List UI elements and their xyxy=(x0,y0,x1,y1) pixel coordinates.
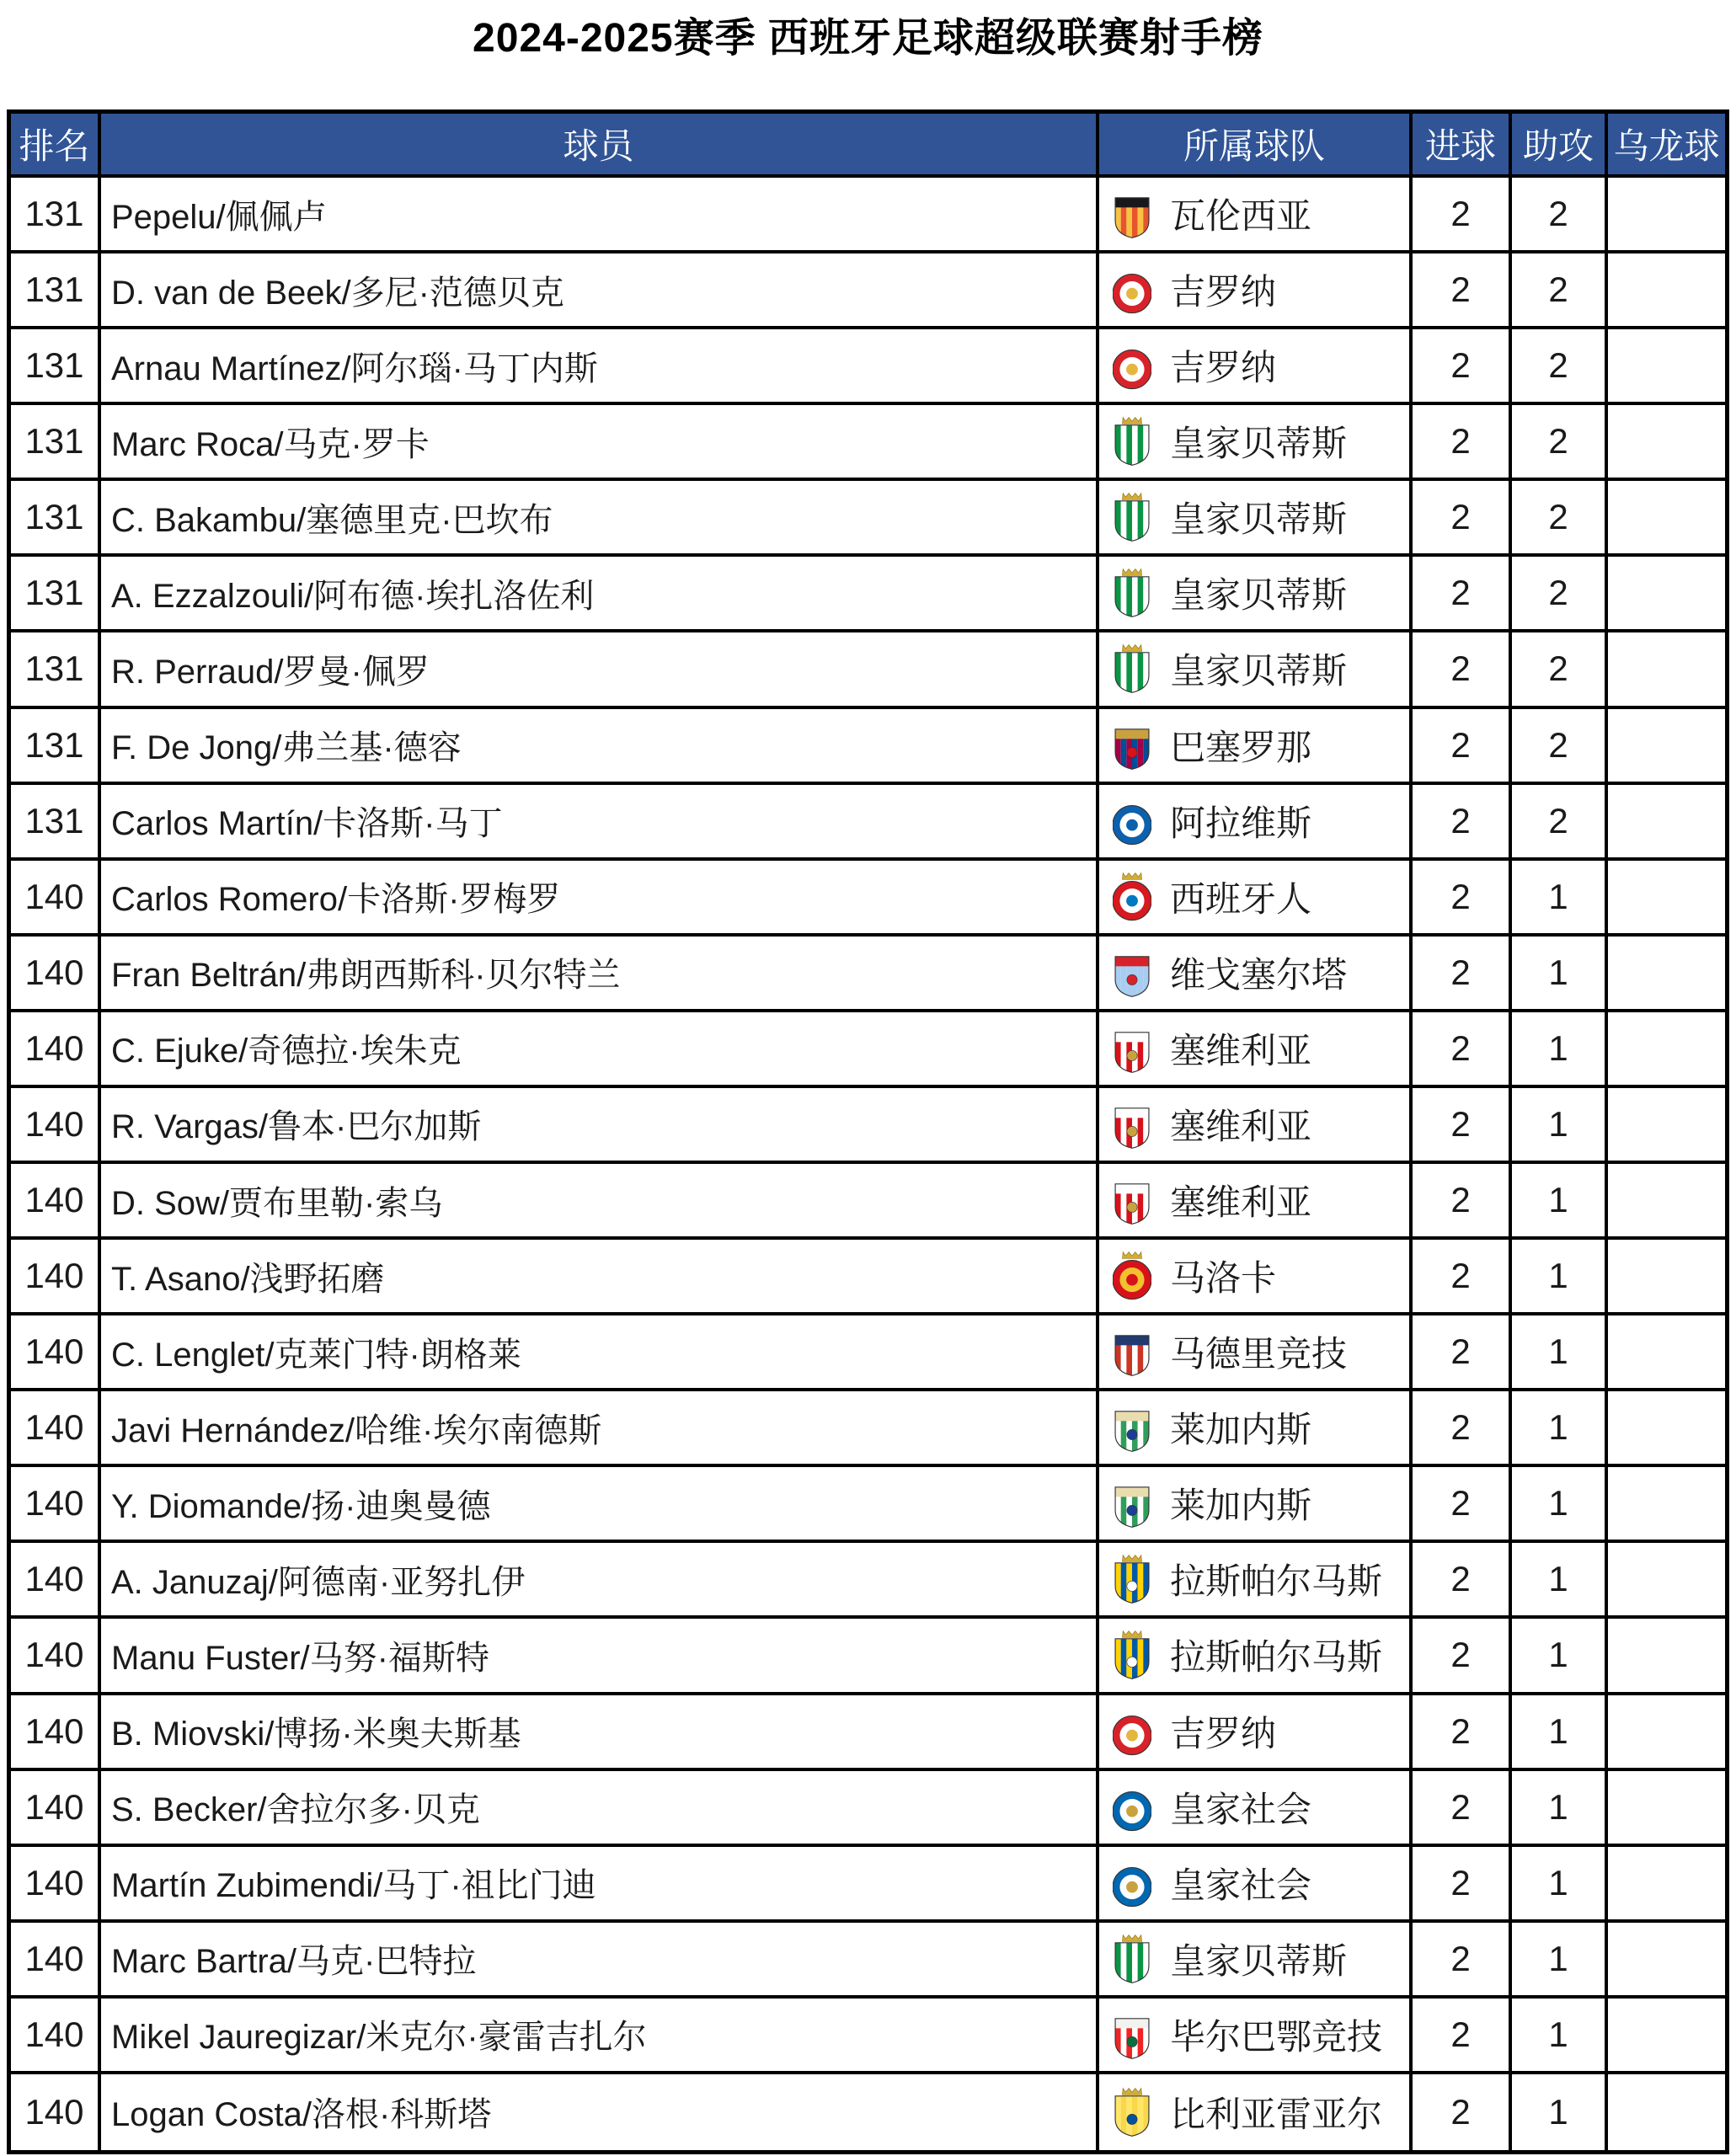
assists-value: 2 xyxy=(1512,785,1608,861)
rank-value: 131 xyxy=(11,253,101,329)
own-goals-value xyxy=(1608,1391,1725,1467)
own-goals-value xyxy=(1608,709,1725,785)
header-assists: 助攻 xyxy=(1512,114,1608,178)
espanyol-badge-icon xyxy=(1113,872,1151,922)
goals-value: 2 xyxy=(1413,2074,1512,2150)
goals-value: 2 xyxy=(1413,329,1512,405)
assists-value: 1 xyxy=(1512,1012,1608,1088)
assists-value: 1 xyxy=(1512,1315,1608,1391)
team-cell xyxy=(1099,1467,1413,1543)
rank-value: 131 xyxy=(11,557,101,632)
team-cell xyxy=(1099,1999,1413,2074)
rank-value: 140 xyxy=(11,2074,101,2150)
page-title: 2024-2025赛季 西班牙足球超级联赛射手榜 xyxy=(473,16,1263,61)
player-name: F. De Jong/弗兰基·德容 xyxy=(101,709,1099,785)
player-name: Pepelu/佩佩卢 xyxy=(101,178,1099,253)
sevilla-badge-icon xyxy=(1113,1023,1151,1074)
goals-value: 2 xyxy=(1413,1847,1512,1923)
player-name: R. Vargas/鲁本·巴尔加斯 xyxy=(101,1088,1099,1164)
sevilla-badge-icon xyxy=(1113,1175,1151,1225)
rank-value: 140 xyxy=(11,1164,101,1240)
player-name: Marc Bartra/马克·巴特拉 xyxy=(101,1923,1099,1999)
goals-value: 2 xyxy=(1413,1088,1512,1164)
rank-value: 131 xyxy=(11,481,101,557)
team-cell xyxy=(1099,785,1413,861)
header-rank: 排名 xyxy=(11,114,101,178)
betis-badge-icon xyxy=(1113,492,1151,542)
goals-value: 2 xyxy=(1413,405,1512,481)
own-goals-value xyxy=(1608,329,1725,405)
team-name: 吉罗纳 xyxy=(1170,348,1277,388)
assists-value: 2 xyxy=(1512,329,1608,405)
rank-value: 140 xyxy=(11,1771,101,1847)
assists-value: 1 xyxy=(1512,1619,1608,1694)
scorer-table xyxy=(7,109,1729,2154)
rank-value: 131 xyxy=(11,329,101,405)
own-goals-value xyxy=(1608,1923,1725,1999)
laspalmas-badge-icon xyxy=(1113,1630,1151,1680)
team-cell xyxy=(1099,1543,1413,1619)
rank-value: 140 xyxy=(11,1619,101,1694)
team-name: 皇家贝蒂斯 xyxy=(1170,424,1348,464)
team-cell xyxy=(1099,405,1413,481)
own-goals-value xyxy=(1608,1012,1725,1088)
own-goals-value xyxy=(1608,253,1725,329)
own-goals-value xyxy=(1608,1467,1725,1543)
rank-value: 131 xyxy=(11,632,101,708)
own-goals-value xyxy=(1608,632,1725,708)
team-cell xyxy=(1099,1847,1413,1923)
assists-value: 1 xyxy=(1512,861,1608,937)
rank-value: 131 xyxy=(11,785,101,861)
player-name: Javi Hernández/哈维·埃尔南德斯 xyxy=(101,1391,1099,1467)
rank-value: 140 xyxy=(11,1467,101,1543)
team-name: 皇家贝蒂斯 xyxy=(1170,499,1348,540)
player-name: Carlos Romero/卡洛斯·罗梅罗 xyxy=(101,861,1099,937)
team-cell xyxy=(1099,1771,1413,1847)
team-cell xyxy=(1099,329,1413,405)
rank-value: 131 xyxy=(11,709,101,785)
team-name: 拉斯帕尔马斯 xyxy=(1170,1637,1383,1678)
rank-value: 140 xyxy=(11,1315,101,1391)
team-cell xyxy=(1099,178,1413,253)
goals-value: 2 xyxy=(1413,1012,1512,1088)
celta-badge-icon xyxy=(1113,947,1151,998)
assists-value: 2 xyxy=(1512,253,1608,329)
assists-value: 2 xyxy=(1512,178,1608,253)
villarreal-badge-icon xyxy=(1113,2087,1151,2137)
goals-value: 2 xyxy=(1413,632,1512,708)
team-name: 巴塞罗那 xyxy=(1170,727,1312,767)
team-name: 马德里竞技 xyxy=(1170,1334,1348,1374)
team-name: 吉罗纳 xyxy=(1170,1713,1277,1753)
team-name: 皇家社会 xyxy=(1170,1865,1312,1905)
team-cell xyxy=(1099,709,1413,785)
team-cell xyxy=(1099,557,1413,632)
own-goals-value xyxy=(1608,1771,1725,1847)
goals-value: 2 xyxy=(1413,709,1512,785)
leganes-badge-icon xyxy=(1113,1402,1151,1453)
team-cell xyxy=(1099,1695,1413,1771)
betis-badge-icon xyxy=(1113,568,1151,618)
player-name: Mikel Jauregizar/米克尔·豪雷吉扎尔 xyxy=(101,1999,1099,2074)
team-cell xyxy=(1099,1240,1413,1315)
sociedad-badge-icon xyxy=(1113,1858,1151,1908)
own-goals-value xyxy=(1608,1543,1725,1619)
girona-badge-icon xyxy=(1113,340,1151,391)
player-name: Manu Fuster/马努·福斯特 xyxy=(101,1619,1099,1694)
athletic-badge-icon xyxy=(1113,2009,1151,2060)
sevilla-badge-icon xyxy=(1113,1099,1151,1150)
assists-value: 2 xyxy=(1512,557,1608,632)
team-cell xyxy=(1099,2074,1413,2150)
team-cell xyxy=(1099,1923,1413,1999)
team-cell xyxy=(1099,481,1413,557)
goals-value: 2 xyxy=(1413,1999,1512,2074)
team-name: 马洛卡 xyxy=(1170,1258,1277,1299)
player-name: Carlos Martín/卡洛斯·马丁 xyxy=(101,785,1099,861)
betis-badge-icon xyxy=(1113,1934,1151,1984)
player-name: Fran Beltrán/弗朗西斯科·贝尔特兰 xyxy=(101,937,1099,1012)
alaves-badge-icon xyxy=(1113,796,1151,846)
team-name: 毕尔巴鄂竞技 xyxy=(1170,2016,1383,2057)
player-name: Arnau Martínez/阿尔瑙·马丁内斯 xyxy=(101,329,1099,405)
team-cell xyxy=(1099,1619,1413,1694)
header-goals: 进球 xyxy=(1413,114,1512,178)
own-goals-value xyxy=(1608,178,1725,253)
team-name: 塞维利亚 xyxy=(1170,1030,1312,1070)
team-name: 莱加内斯 xyxy=(1170,1410,1312,1450)
own-goals-value xyxy=(1608,1847,1725,1923)
girona-badge-icon xyxy=(1113,264,1151,315)
assists-value: 1 xyxy=(1512,1695,1608,1771)
player-name: C. Ejuke/奇德拉·埃朱克 xyxy=(101,1012,1099,1088)
rank-value: 140 xyxy=(11,1923,101,1999)
own-goals-value xyxy=(1608,405,1725,481)
goals-value: 2 xyxy=(1413,1619,1512,1694)
player-name: Logan Costa/洛根·科斯塔 xyxy=(101,2074,1099,2150)
goals-value: 2 xyxy=(1413,937,1512,1012)
assists-value: 1 xyxy=(1512,1391,1608,1467)
rank-value: 140 xyxy=(11,937,101,1012)
rank-value: 140 xyxy=(11,1695,101,1771)
valencia-badge-icon xyxy=(1113,189,1151,239)
team-cell xyxy=(1099,1012,1413,1088)
own-goals-value xyxy=(1608,481,1725,557)
team-cell xyxy=(1099,1088,1413,1164)
rank-value: 131 xyxy=(11,178,101,253)
assists-value: 1 xyxy=(1512,1467,1608,1543)
player-name: T. Asano/浅野拓磨 xyxy=(101,1240,1099,1315)
own-goals-value xyxy=(1608,1695,1725,1771)
player-name: S. Becker/舍拉尔多·贝克 xyxy=(101,1771,1099,1847)
player-name: R. Perraud/罗曼·佩罗 xyxy=(101,632,1099,708)
header-own-goals: 乌龙球 xyxy=(1608,114,1725,178)
assists-value: 1 xyxy=(1512,1847,1608,1923)
team-name: 皇家贝蒂斯 xyxy=(1170,575,1348,616)
mallorca-badge-icon xyxy=(1113,1251,1151,1301)
team-cell xyxy=(1099,253,1413,329)
leganes-badge-icon xyxy=(1113,1478,1151,1529)
team-name: 皇家贝蒂斯 xyxy=(1170,651,1348,691)
own-goals-value xyxy=(1608,1999,1725,2074)
own-goals-value xyxy=(1608,861,1725,937)
assists-value: 2 xyxy=(1512,709,1608,785)
betis-badge-icon xyxy=(1113,643,1151,694)
own-goals-value xyxy=(1608,1619,1725,1694)
sociedad-badge-icon xyxy=(1113,1782,1151,1833)
goals-value: 2 xyxy=(1413,1543,1512,1619)
team-cell xyxy=(1099,937,1413,1012)
player-name: C. Bakambu/塞德里克·巴坎布 xyxy=(101,481,1099,557)
assists-value: 1 xyxy=(1512,1999,1608,2074)
team-name: 吉罗纳 xyxy=(1170,272,1277,312)
assists-value: 1 xyxy=(1512,1543,1608,1619)
own-goals-value xyxy=(1608,1088,1725,1164)
goals-value: 2 xyxy=(1413,1315,1512,1391)
own-goals-value xyxy=(1608,1315,1725,1391)
player-name: A. Januzaj/阿德南·亚努扎伊 xyxy=(101,1543,1099,1619)
rank-value: 140 xyxy=(11,1543,101,1619)
team-name: 皇家贝蒂斯 xyxy=(1170,1940,1348,1981)
goals-value: 2 xyxy=(1413,1391,1512,1467)
rank-value: 140 xyxy=(11,1847,101,1923)
goals-value: 2 xyxy=(1413,1467,1512,1543)
team-name: 莱加内斯 xyxy=(1170,1486,1312,1526)
player-name: C. Lenglet/克莱门特·朗格莱 xyxy=(101,1315,1099,1391)
assists-value: 2 xyxy=(1512,405,1608,481)
player-name: Y. Diomande/扬·迪奥曼德 xyxy=(101,1467,1099,1543)
goals-value: 2 xyxy=(1413,1240,1512,1315)
assists-value: 1 xyxy=(1512,1923,1608,1999)
own-goals-value xyxy=(1608,937,1725,1012)
player-name: A. Ezzalzouli/阿布德·埃扎洛佐利 xyxy=(101,557,1099,632)
own-goals-value xyxy=(1608,1240,1725,1315)
player-name: B. Miovski/博扬·米奥夫斯基 xyxy=(101,1695,1099,1771)
goals-value: 2 xyxy=(1413,178,1512,253)
team-name: 拉斯帕尔马斯 xyxy=(1170,1561,1383,1602)
team-name: 维戈塞尔塔 xyxy=(1170,954,1348,995)
team-name: 塞维利亚 xyxy=(1170,1182,1312,1223)
rank-value: 140 xyxy=(11,861,101,937)
goals-value: 2 xyxy=(1413,1695,1512,1771)
team-name: 瓦伦西亚 xyxy=(1170,196,1312,237)
assists-value: 1 xyxy=(1512,937,1608,1012)
team-name: 皇家社会 xyxy=(1170,1789,1312,1829)
player-name: Marc Roca/马克·罗卡 xyxy=(101,405,1099,481)
goals-value: 2 xyxy=(1413,861,1512,937)
team-name: 塞维利亚 xyxy=(1170,1106,1312,1146)
goals-value: 2 xyxy=(1413,785,1512,861)
rank-value: 140 xyxy=(11,1391,101,1467)
rank-value: 140 xyxy=(11,1240,101,1315)
girona-badge-icon xyxy=(1113,1706,1151,1757)
own-goals-value xyxy=(1608,2074,1725,2150)
goals-value: 2 xyxy=(1413,1164,1512,1240)
assists-value: 1 xyxy=(1512,1088,1608,1164)
goals-value: 2 xyxy=(1413,253,1512,329)
header-player: 球员 xyxy=(101,114,1099,178)
laspalmas-badge-icon xyxy=(1113,1554,1151,1604)
own-goals-value xyxy=(1608,785,1725,861)
assists-value: 1 xyxy=(1512,1164,1608,1240)
atletico-badge-icon xyxy=(1113,1326,1151,1377)
own-goals-value xyxy=(1608,557,1725,632)
team-name: 比利亚雷亚尔 xyxy=(1170,2094,1383,2134)
team-cell xyxy=(1099,1315,1413,1391)
player-name: D. Sow/贾布里勒·索乌 xyxy=(101,1164,1099,1240)
assists-value: 1 xyxy=(1512,2074,1608,2150)
goals-value: 2 xyxy=(1413,557,1512,632)
player-name: D. van de Beek/多尼·范德贝克 xyxy=(101,253,1099,329)
goals-value: 2 xyxy=(1413,481,1512,557)
rank-value: 140 xyxy=(11,1012,101,1088)
team-name: 阿拉维斯 xyxy=(1170,803,1312,843)
assists-value: 2 xyxy=(1512,481,1608,557)
team-cell xyxy=(1099,1164,1413,1240)
betis-badge-icon xyxy=(1113,416,1151,467)
rank-value: 140 xyxy=(11,1088,101,1164)
barcelona-badge-icon xyxy=(1113,720,1151,771)
rank-value: 140 xyxy=(11,1999,101,2074)
assists-value: 2 xyxy=(1512,632,1608,708)
rank-value: 131 xyxy=(11,405,101,481)
team-cell xyxy=(1099,632,1413,708)
own-goals-value xyxy=(1608,1164,1725,1240)
team-cell xyxy=(1099,861,1413,937)
assists-value: 1 xyxy=(1512,1771,1608,1847)
goals-value: 2 xyxy=(1413,1771,1512,1847)
goals-value: 2 xyxy=(1413,1923,1512,1999)
assists-value: 1 xyxy=(1512,1240,1608,1315)
team-cell xyxy=(1099,1391,1413,1467)
team-name: 西班牙人 xyxy=(1170,878,1312,919)
header-team: 所属球队 xyxy=(1099,114,1413,178)
player-name: Martín Zubimendi/马丁·祖比门迪 xyxy=(101,1847,1099,1923)
